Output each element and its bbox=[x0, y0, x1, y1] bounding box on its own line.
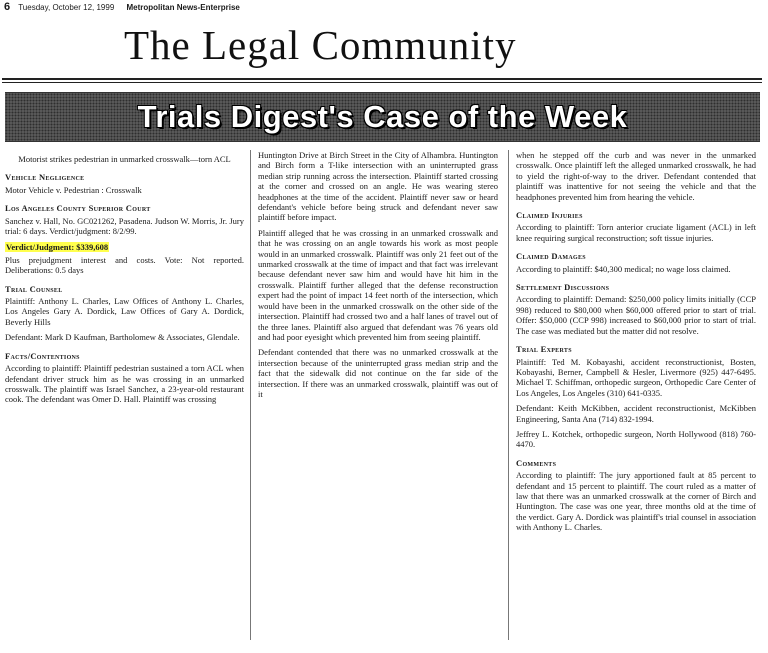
facts-paragraph-1: According to plaintiff: Plaintiff pedestrian sustained a torn ACL when defendant driver struck him as he was crossing in an unmarked crosswalk. The plaintiff was Israel Sanchez, a 23-year-old restaurant cook. The defendant was Omer D. Hall. Plaintiff was crossing bbox=[5, 363, 244, 405]
injuries-heading: Claimed Injuries bbox=[516, 210, 583, 221]
trial-counsel-heading: Trial Counsel bbox=[5, 283, 63, 294]
settlement-text: According to plaintiff: Demand: $250,000 policy limits initially (CCP 998) reduced to $80,000 when $60,000 offered prior to start of trial. Offer: $50,000 (CCP 998) increased to $60,000 prior to start of trial. The case was mediated but the matter did not resolve. bbox=[516, 294, 756, 336]
experts-plaintiff: Plaintiff: Ted M. Kobayashi, accident reconstructionist, Bosten, Kobayashi, Berner, Campbell & Hesler, Livermore (925) 447-6495. Michael T. Schiffman, orthopedic surgeon, Orthopedic Care Center of Los Angeles, Los Angeles (310) 641-0335. bbox=[516, 356, 756, 398]
verdict-highlight: Verdict/Judgment: $339,608 bbox=[6, 242, 109, 253]
section-title: The Legal Community bbox=[124, 22, 517, 68]
facts-paragraph-4: Defendant contended that there was no unmarked crosswalk at the intersection because of the uninterrupted grass median strip and the fact that the sidewalk did not continue on the far side of the intersection. If there was an unmarked crosswalk, plaintiff was out of it bbox=[258, 347, 498, 399]
injuries-text: According to plaintiff: Torn anterior cruciate ligament (ACL) in left knee requiring surgical reconstruction; soft tissue injuries. bbox=[516, 222, 756, 243]
damages-heading: Claimed Damages bbox=[516, 251, 586, 262]
facts-paragraph-5: when he stepped off the curb and was never in the unmarked crosswalk. Once plaintiff left the alleged unmarked crosswalk, he had to yield the right-of-way to the driver. Defendant contended that plaintiff was inattentive for not seeing the vehicle and that the headphones prevented him from hearing the vehicle. bbox=[516, 150, 756, 202]
facts-paragraph-2: Huntington Drive at Birch Street in the City of Alhambra. Huntington and Birch form a T-like intersection with an uninterrupted grass median strip running across the intersection. Plaintiff started crossing at the corner and crossed on an angle. He was wearing stereo headphones at the time of the accident. Plaintiff never saw or heard defendant's vehicle before being struck and defendant never saw plaintiff before impact. bbox=[258, 150, 498, 223]
facts-heading: Facts/Contentions bbox=[5, 350, 80, 361]
column-divider-2 bbox=[508, 150, 509, 640]
title-rule-top bbox=[2, 78, 762, 80]
banner-title: Trials Digest's Case of the Week bbox=[137, 99, 628, 134]
article-column-3 bbox=[516, 150, 756, 650]
vehicle-negligence-text: Motor Vehicle v. Pedestrian : Crosswalk bbox=[5, 184, 142, 195]
verdict-details: Plus prejudgment interest and costs. Vote: Not reported. Deliberations: 0.5 days bbox=[5, 254, 244, 276]
case-summary: Motorist strikes pedestrian in unmarked crosswalk—torn ACL bbox=[18, 154, 231, 164]
issue-date: Tuesday, October 12, 1999 bbox=[18, 3, 115, 12]
comments-heading: Comments bbox=[516, 457, 557, 468]
case-banner bbox=[5, 92, 760, 142]
damages-text: According to plaintiff: $40,300 medical; no wage loss claimed. bbox=[516, 263, 731, 274]
experts-defendant-2: Jeffrey L. Kotchek, orthopedic surgeon, North Hollywood (818) 760-4470. bbox=[516, 428, 756, 450]
publication-name: Metropolitan News-Enterprise bbox=[126, 3, 240, 12]
plaintiff-counsel: Plaintiff: Anthony L. Charles, Law Offices of Anthony L. Charles, Los Angeles Gary A. Dordick, Law Offices of Gary A. Dordick, Beverly Hills bbox=[5, 296, 244, 327]
settlement-heading: Settlement Discussions bbox=[516, 282, 610, 293]
experts-defendant: Defendant: Keith McKibben, accident reconstructionist, McKibben Engineering, Santa Ana (714) 832-1994. bbox=[516, 403, 756, 424]
court-heading: Los Angeles County Superior Court bbox=[5, 203, 151, 214]
trial-experts-heading: Trial Experts bbox=[516, 344, 572, 355]
column-divider-1 bbox=[250, 150, 251, 640]
vehicle-negligence-heading: Vehicle Negligence bbox=[5, 172, 85, 183]
page-masthead bbox=[4, 0, 764, 14]
article-column-2 bbox=[258, 150, 498, 650]
defendant-counsel: Defendant: Mark D Kaufman, Bartholomew & Associates, Glendale. bbox=[5, 332, 240, 343]
article-column-1 bbox=[5, 150, 244, 650]
page-number: 6 bbox=[4, 1, 11, 13]
title-rule-bottom bbox=[2, 82, 762, 83]
court-text: Sanchez v. Hall, No. GC021262, Pasadena. Judson W. Morris, Jr. Jury trial: 6 days. Verdict/judgment: 8/2/99. bbox=[5, 215, 244, 237]
facts-paragraph-3: Plaintiff alleged that he was crossing in an unmarked crosswalk and that he was crossing on an angle towards his work as most people would in an unmarked crosswalk. Plaintiff was only 21 feet out of the unmarked crosswalk at the time of impact and that fact was irrelevant because defendant never saw him and would have hit him in the crosswalk. Plaintiff further alleged that the defense reconstruction expert had the point of impact 14 feet north of the intersection, which would have been in the unmarked crosswalk on the other side of the intersection. Plaintiff had crossed two and a half lanes of travel out of the three lanes. Plaintiff also argued that defendant was 76 years old and had poor eyesight which prevented him from seeing plaintiff. bbox=[258, 227, 498, 342]
comments-text: According to plaintiff: The jury apportioned fault at 85 percent to defendant and 15 percent to plaintiff. The court ruled as a matter of law that there was an unmarked crosswalk at the corner of Birch and Huntington. The case was one year, three months old at the time of the verdict. Gary A. Dordick was plaintiff's trial counsel in association with Anthony L. Charles. bbox=[516, 470, 756, 533]
